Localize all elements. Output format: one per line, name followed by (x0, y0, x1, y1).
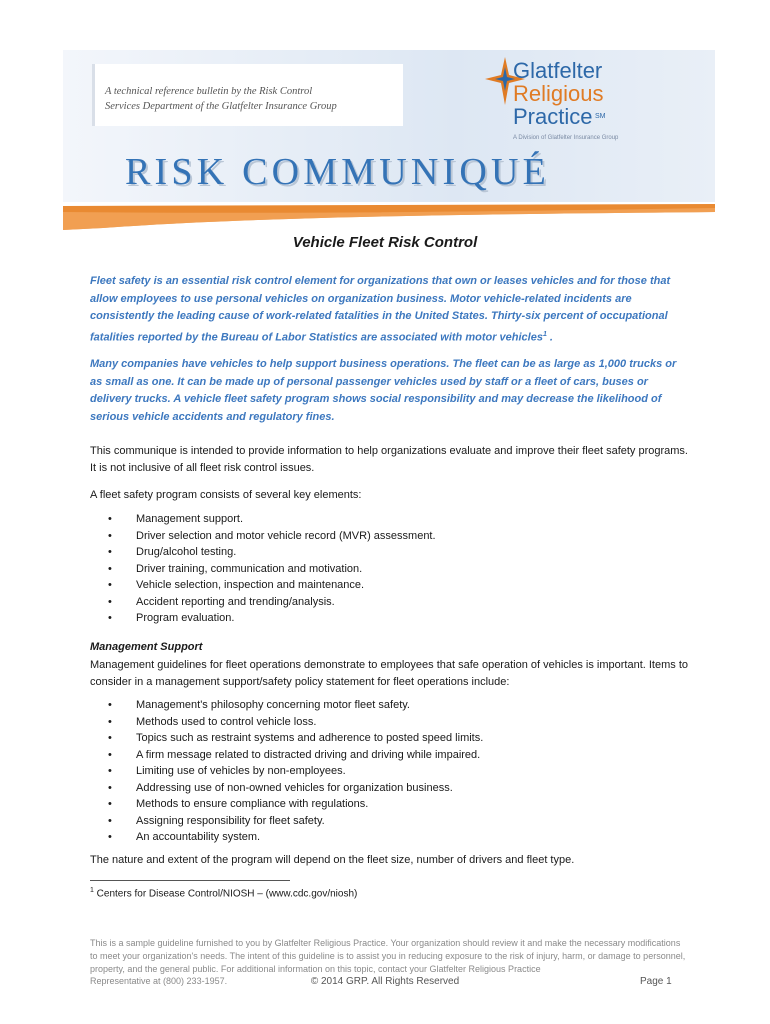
logo-line-1: Glatfelter (513, 58, 603, 83)
tagline-box (92, 64, 403, 126)
footer-disclaimer: This is a sample guideline furnished to you by Glatfelter Religious Practice. Your organization should review it and make the necessary modifications to meet your organization's needs. The intent of this guideline is to assist you in reducing exposure to the risk of injury, harm, or damage to personnel, property, and the general public. For additional information on this topic, contact your Glatfelter Religious Practice (90, 938, 686, 974)
footer-contact: Representative at (800) 233-1957. (90, 976, 228, 986)
list-item: • Limiting use of vehicles by non-employees. (90, 763, 690, 780)
key-elements-list (90, 511, 690, 627)
list-item: • Methods used to control vehicle loss. (90, 714, 690, 731)
logo-line-3: Practice (513, 104, 593, 129)
footnote-mark: 1 (90, 887, 94, 894)
page-number: Page 1 (640, 976, 672, 987)
list-item: • Assigning responsibility for fleet safety. (90, 813, 690, 830)
logo-line-2: Religious (513, 81, 604, 106)
intro-paragraph-1 (90, 273, 680, 347)
list-item: • Addressing use of non-owned vehicles for organization business. (90, 780, 690, 797)
list-item: • An accountability system. (90, 829, 690, 846)
body-paragraph-1: This communique is intended to provide information to help organizations evaluate and improve their fleet safety programs. It is not inclusive of all fleet risk control issues. (90, 445, 688, 474)
policy-items-list (90, 697, 690, 846)
list-item: • Management support. (90, 511, 690, 528)
list-item: • Program evaluation. (90, 610, 690, 627)
footnote (90, 887, 357, 899)
intro-paragraph-2: Many companies have vehicles to help support business operations. The fleet can be as large as 1,000 trucks or as small as one. It can be made up of personal passenger vehicles used by staff or a fleet of cars, buses or delivery trucks. A vehicle fleet safety program shows social responsibility and may decrease the likelihood of serious vehicle accidents and regulatory fines. (90, 358, 677, 423)
body-paragraph-3: Management guidelines for fleet operations demonstrate to employees that safe operation of vehicles is important. Items to consider in a management support/safety policy statement for fleet operations include: (90, 659, 688, 688)
intro-p1-text: Fleet safety is an essential risk control element for organizations that own or leases vehicles and for those that allow employees to use personal vehicles on organization business. Motor vehicle-related incidents are consistently the leading cause of work-related fatalities in the United States. Thirty-six percent of occupational fatalities reported by the Bureau of Labor Statistics are associated with motor vehicles (90, 275, 671, 344)
list-item: • Drug/alcohol testing. (90, 544, 690, 561)
logo-subtitle: A Division of Glatfelter Insurance Group (513, 135, 619, 141)
body-paragraph-2: A fleet safety program consists of several key elements: (90, 489, 362, 501)
glatfelter-logo (485, 55, 645, 150)
tagline-line-1: A technical reference bulletin by the Risk Control (105, 86, 313, 97)
body-paragraph-4: The nature and extent of the program will depend on the fleet size, number of drivers and fleet type. (90, 854, 575, 866)
footnote-text: Centers for Disease Control/NIOSH – (www.cdc.gov/niosh) (93, 888, 358, 900)
list-item: • Driver selection and motor vehicle record (MVR) assessment. (90, 528, 690, 545)
tagline-line-2: Services Department of the Glatfelter Insurance Group (105, 101, 337, 112)
list-item: • Vehicle selection, inspection and maintenance. (90, 577, 690, 594)
footnote-ref: 1 (542, 330, 547, 338)
list-item: • Accident reporting and trending/analysis. (90, 594, 690, 611)
logo-service-mark: SM (595, 113, 606, 120)
masthead-title: RISK COMMUNIQUÉ (125, 151, 551, 193)
list-item: • A firm message related to distracted driving and driving while impaired. (90, 747, 690, 764)
list-item: • Management's philosophy concerning motor fleet safety. (90, 697, 690, 714)
document-title: Vehicle Fleet Risk Control (292, 234, 478, 251)
orange-swoosh-divider (63, 202, 715, 232)
list-item: • Methods to ensure compliance with regulations. (90, 796, 690, 813)
list-item: • Driver training, communication and motivation. (90, 561, 690, 578)
section-heading: Management Support (90, 641, 203, 653)
tagline (105, 84, 395, 114)
footnote-divider (90, 880, 290, 881)
list-item: • Topics such as restraint systems and adherence to posted speed limits. (90, 730, 690, 747)
intro-p1-end: . (546, 331, 553, 344)
footer-copyright: © 2014 GRP. All Rights Reserved (310, 976, 460, 987)
